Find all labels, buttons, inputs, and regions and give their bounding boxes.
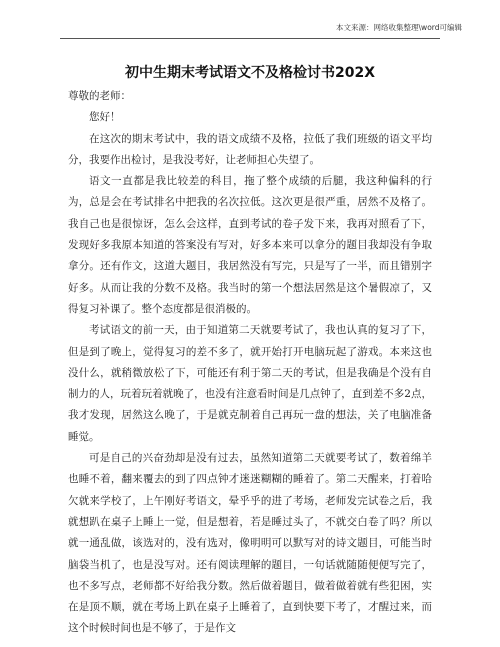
paragraph: 可是自己的兴奋劲却是没有过去，虽然知道第二天就要考试了，数着绵羊也睡不着，翻来覆去的到了四点钟才迷迷糊糊的睡着了。第二天醒来，打着哈欠就来学校了，上午刚好考语文，晕乎乎的进了考场，老师发完试卷之后，我就想趴在桌子上睡上一觉，但是想着，若是睡过头了，不就交白卷了吗？所以就一通乱做，该选对的，没有选对，像明明可以默写对的诗文题目，可能当时脑袋当机了，也是没写对。还有阅读理解的题目，一句话就随随便便写完了，也不多写点，老师都不好给我分数。然后做着题目，做着做着就有些犯困，实在是顶不顺，就在考场上趴在桌子上睡着了，直到快要下考了，才醒过来，而这个时候时间也是不够了，于是作文	[68, 452, 432, 635]
paragraph: 语文一直都是我比较差的科目，拖了整个成绩的后腿，我这种偏科的行为，总是会在考试排名中把我的名次拉低。这次更是很严重，居然不及格了。我自己也是很惊讶，怎么会这样，直到考试的卷子发下来，我再对照看了下，发现好多我原本知道的答案没有写对，好多本来可以拿分的题目我却没有争取拿分。还有作文，这道大题目，我居然没有写完，只是写了一半，而且错别字好多。从而让我的分数不及格。我当时的第一个想法居然是这个暑假凉了，又得复习补课了。整个态度都是很消极的。	[68, 175, 432, 315]
header-divider	[60, 38, 440, 39]
document-title: 初中生期末考试语文不及格检讨书202X	[124, 65, 376, 81]
greeting: 您好！	[89, 111, 121, 124]
source-note: 本文来源：网络收集整理\word可编辑	[336, 23, 462, 32]
salutation: 尊敬的老师：	[68, 90, 131, 102]
document-body	[68, 86, 432, 640]
paragraph: 考试语文的前一天，由于知道第二天就要考试了，我也认真的复习了下，但是到了晚上，觉得复习的差不多了，就开始打开电脑玩起了游戏。本来这也没什么，就稍微放松了下，可能还有利于第二天的考试，但是我确是个没有自制力的人，玩着玩着就晚了，也没有注意看时间是几点钟了，直到差不多2点，我才发现，居然这么晚了，于是就克制着自己再玩一盘的想法，关了电脑准备睡觉。	[68, 324, 432, 443]
paragraph: 在这次的期末考试中，我的语文成绩不及格，拉低了我们班级的语文平均分，我要作出检讨，是我没考好，让老师担心失望了。	[68, 132, 432, 166]
